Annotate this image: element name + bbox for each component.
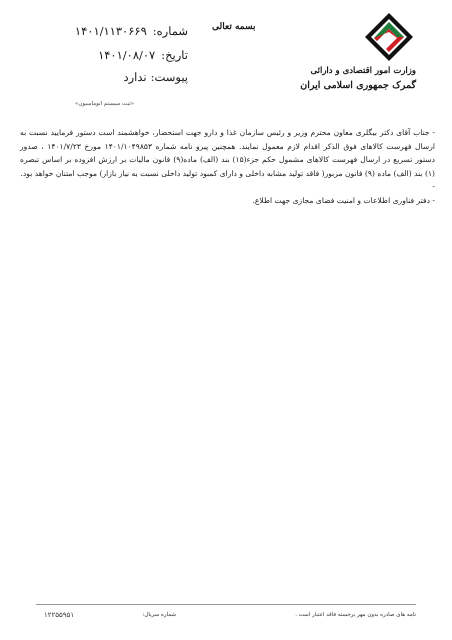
- customs-name: گمرک جمهوری اسلامی ایران: [300, 80, 416, 91]
- letter-attachment-row: [123, 70, 188, 84]
- footer-divider: [36, 604, 416, 605]
- letter-number-label: شماره:: [152, 24, 188, 38]
- ministry-name: وزارت امور اقتصادی و دارائی: [310, 66, 416, 76]
- footer-serial-label: شماره سریال:: [142, 612, 176, 618]
- letter-date-label: تاریخ:: [161, 48, 188, 62]
- footer-serial-value: ۱۲۲۵۵۹۵۱: [44, 611, 75, 619]
- letter-number-value: ۱۴۰۱/۱۱۳۰۶۶۹: [74, 24, 147, 38]
- letter-attachment-value: ندارد: [123, 70, 147, 84]
- footer-validity-notice: نامه های صادره بدون مهر برجسته فاقد اعتبار است .: [295, 612, 416, 618]
- main-paragraph: - جناب آقای دکتر بیگلری معاون محترم وزیر و رئیس سازمان غذا و دارو جهت استحضار، خواهشمند است دستور فرمایید نسبت به ارسال فهرست کالاهای فوق الذکر اقدام لازم معمول نمایند. همچنین پیرو نامه شماره ۱۴۰۱/۱۰۴۹۸۵۳ مورخ ۱۴۰۱/۷/۲۳ ، صدور دستور تسریع در ارسال فهرست کالاهای مشمول حکم جزء(۱۵) بند (الف) ماده(۹) قانون مالیات بر ارزش افزوده بر اساس تبصره (۱) بند (الف) ماده (۹) قانون مزبور( فاقد تولید مشابه داخلی و دارای کمبود تولید داخلی نسبت به نیاز بازار) موجب امتنان خواهد بود.: [20, 128, 436, 178]
- letter-body: [20, 126, 435, 207]
- letter-number-row: [75, 24, 188, 38]
- copy-recipient-paragraph: - دفتر فناوری اطلاعات و امنیت فضای مجازی جهت اطلاع.: [252, 195, 435, 205]
- letter-date-value: ۱۴۰۱/۰۸/۰۷: [98, 48, 156, 62]
- dash-paragraph: -: [432, 182, 435, 191]
- letter-date-row: [98, 48, 188, 62]
- customs-logo-icon: [364, 12, 414, 62]
- automation-registration-note: «ثبت سیستم اتوماسیون»: [75, 101, 134, 107]
- bismillah-heading: بسمه تعالی: [212, 22, 256, 32]
- letter-attachment-label: پیوست:: [150, 70, 188, 84]
